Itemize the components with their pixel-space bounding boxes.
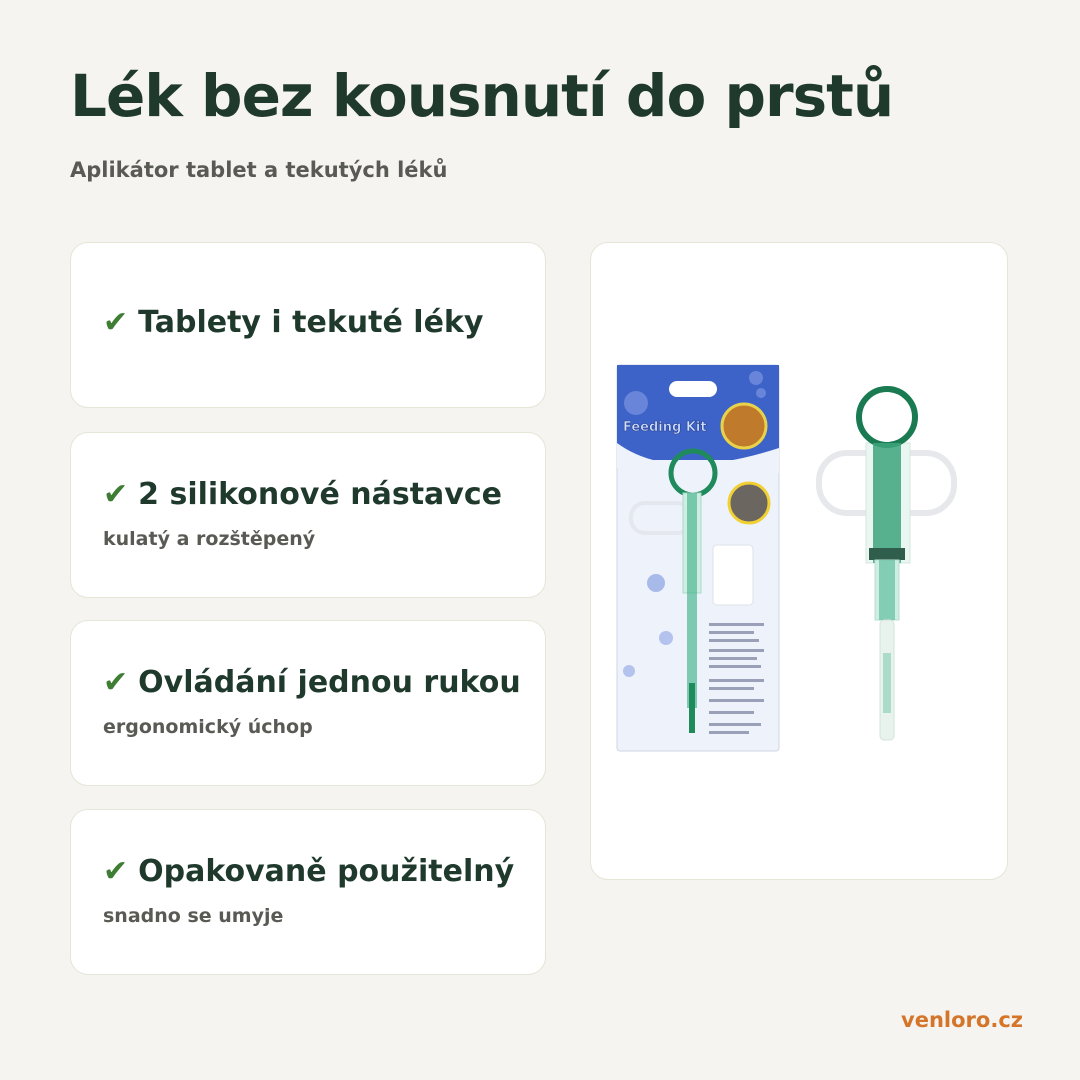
feature-title <box>103 854 514 889</box>
feature-title <box>103 477 502 512</box>
feature-title <box>103 665 521 700</box>
feature-card-silicone-tips <box>70 432 546 598</box>
feature-title-text: Ovládání jednou rukou <box>138 665 521 700</box>
feature-title <box>103 305 483 340</box>
checkmark-icon: ✔ <box>103 665 129 700</box>
checkmark-icon: ✔ <box>103 854 129 889</box>
feature-card-tablets <box>70 242 546 408</box>
syringe <box>819 389 954 740</box>
feature-subtitle: ergonomický úchop <box>103 716 313 738</box>
feature-card-reusable <box>70 809 546 975</box>
page-title: Lék bez kousnutí do prstů <box>70 62 894 130</box>
feature-subtitle: snadno se umyje <box>103 905 284 927</box>
pill-applicator-photo-icon <box>591 243 1008 880</box>
feature-subtitle: kulatý a rozštěpený <box>103 528 316 550</box>
feature-title-text: 2 silikonové nástavce <box>138 477 502 512</box>
package-label: Feeding Kit <box>623 420 707 435</box>
package-card <box>617 365 779 751</box>
product-image-card <box>590 242 1008 880</box>
checkmark-icon: ✔ <box>103 305 129 340</box>
feature-card-one-hand <box>70 620 546 786</box>
brand-label: venloro.cz <box>901 1008 1023 1032</box>
feature-title-text: Tablety i tekuté léky <box>138 305 484 340</box>
page-subtitle: Aplikátor tablet a tekutých léků <box>70 158 448 182</box>
feature-title-text: Opakovaně použitelný <box>138 854 515 889</box>
checkmark-icon: ✔ <box>103 477 129 512</box>
